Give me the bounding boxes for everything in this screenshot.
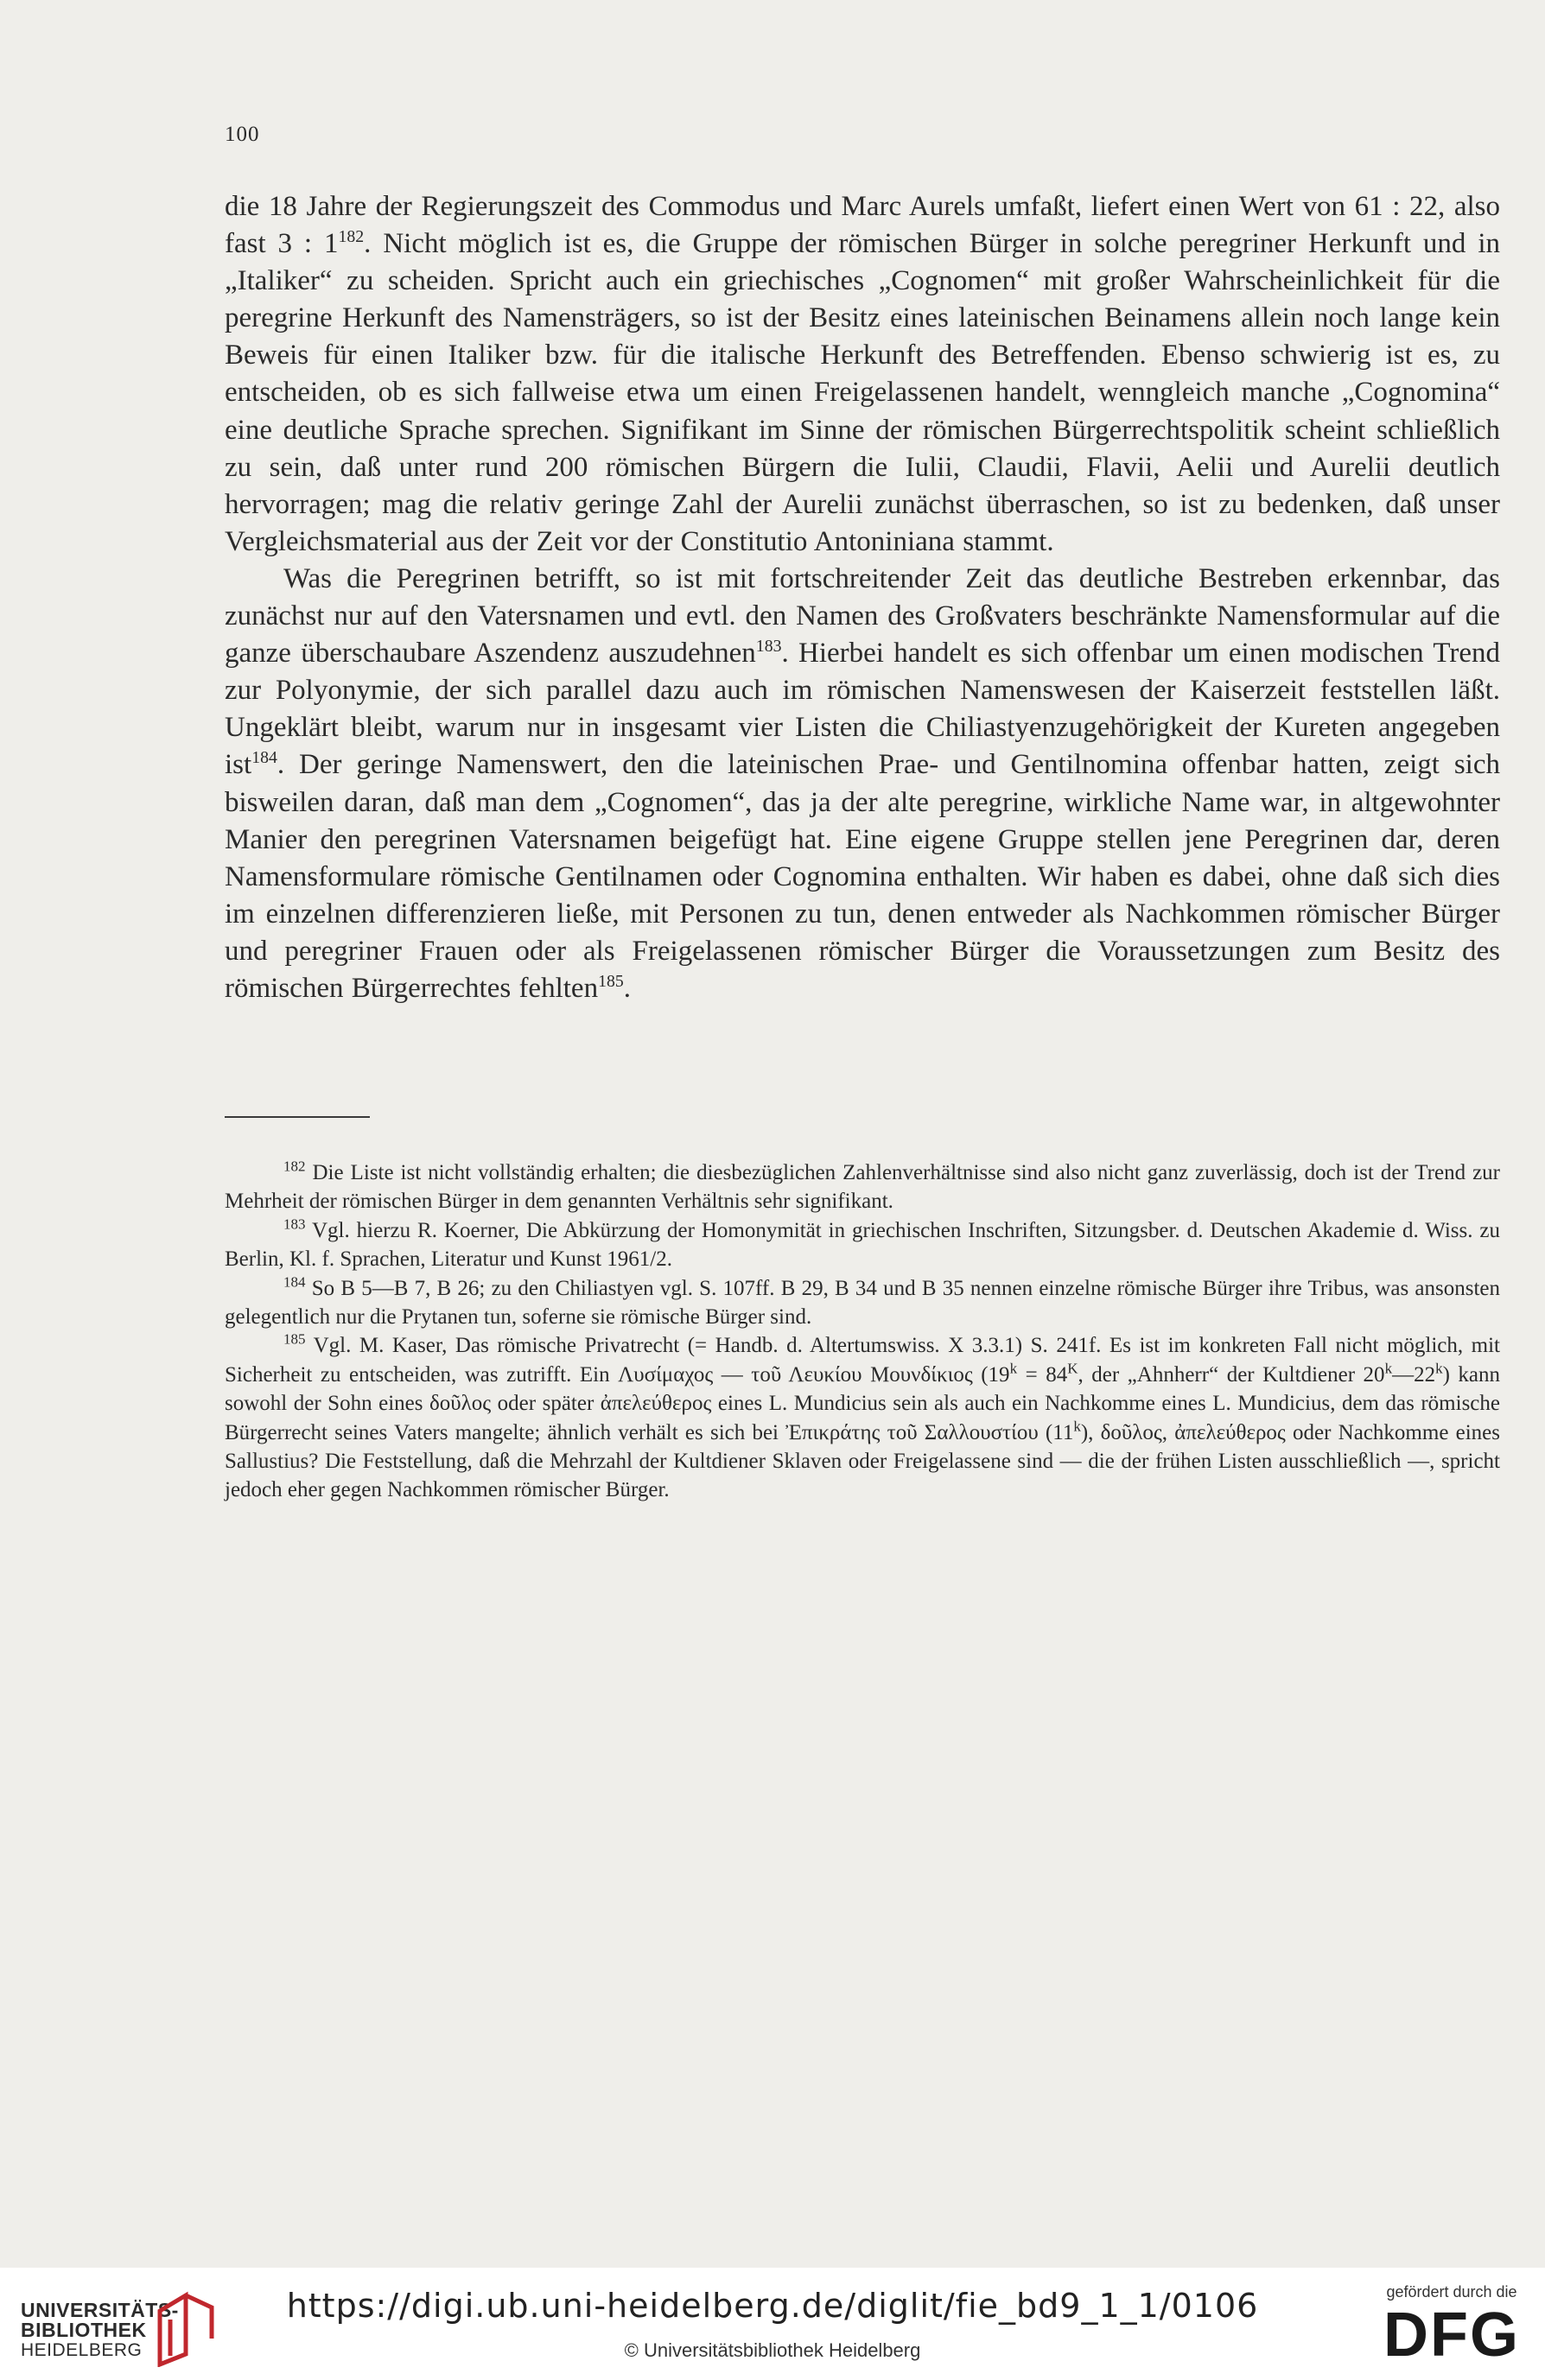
text-run: .	[623, 972, 631, 1004]
footnote-183	[225, 1216, 1500, 1274]
dfg-logo[interactable]: DFG	[1383, 2301, 1520, 2370]
footnote-185	[225, 1331, 1500, 1504]
logo-line: HEIDELBERG	[21, 2340, 143, 2360]
footnotes	[225, 1158, 1500, 1505]
text-run: So B 5—B 7, B 26; zu den Chiliastyen vgl. S. 107ff. B 29, B 34 und B 35 nennen einzelne römische Bürger ihre Tribus, was ansonsten gelegentlich nur die Prytanen tun, soferne sie römische Bürger sind.	[225, 1276, 1500, 1330]
text-run: . Der geringe Namenswert, den die lateinischen Prae- und Gentilnomina offenbar hatten, zeigt sich bisweilen daran, daß man dem „Cognomen“, das ja der alte peregrine, wirkliche Name war, in altgewohnter Manier den peregrinen Vatersnamen beigefügt hat. Eine eigene Gruppe stellen jene Peregrinen dar, deren Namensformulare römische Gentilnamen oder Cognomina enthalten. Wir haben es dabei, ohne daß sich dies im einzelnen differenzieren ließe, mit Personen zu tun, denen entweder als Nachkommen römischer Bürger und peregriner Frauen oder als Freigelassenen römischer Bürger die Voraussetzungen zum Besitz des römischen Bürgerrechtes fehlten	[225, 749, 1500, 1004]
note-reference: 185	[598, 971, 624, 991]
paragraph	[225, 561, 1500, 1007]
page-url-link[interactable]: https://digi.ub.uni-heidelberg.de/diglit/fie_bd9_1_1/0106	[286, 2287, 1259, 2325]
note-reference: 182	[283, 1158, 306, 1175]
note-reference: K	[1067, 1360, 1078, 1377]
copyright-text: © Universitätsbibliothek Heidelberg	[624, 2339, 921, 2361]
note-reference: k	[1009, 1360, 1018, 1377]
main-text	[225, 188, 1500, 1007]
text-run: Vgl. M. Kaser, Das römische Privatrecht (= Handb. d. Altertumswiss. X 3.3.1) S. 241f. Es ist im konkreten Fall nicht möglich, mit Sicherheit zu entscheiden, was zutrifft. Ein Λυσίμαχος — τοῦ Λευκίου Μουνδίκιος (19	[225, 1334, 1500, 1387]
funding-caption: gefördert durch die	[1386, 2283, 1517, 2301]
text-run: ) kann sowohl der Sohn eines δοῦλος oder später ἀπελεύθερος eines L. Mundicius sein als auch ein Nachkomme eines L. Mundicius, dem das römische Bürgerrecht seines Vaters mangelte; ähnlich verhält es sich bei Ἐπικράτης τοῦ Σαλλουστίου (11	[225, 1362, 1500, 1444]
text-run: = 84	[1017, 1362, 1068, 1387]
note-reference: k	[1073, 1418, 1081, 1435]
text-run: . Nicht möglich ist es, die Gruppe der römischen Bürger in solche peregriner Herkunft und in „Italiker“ zu scheiden. Spricht auch ein griechisches „Cognomen“ mit großer Wahrscheinlichkeit für die peregrine Herkunft des Namensträgers, so ist der Besitz eines lateinischen Beinamens allein noch lange kein Beweis für einen Italiker bzw. für die italische Herkunft des Betreffenden. Ebenso schwierig ist es, zu entscheiden, ob es sich fallweise etwa um einen Freigelassenen handelt, wenngleich manche „Cognomina“ eine deutliche Sprache sprechen. Signifikant im Sinne der römischen Bürgerrechtspolitik scheint schließlich zu sein, daß unter rund 200 römischen Bürgern die Iulii, Claudii, Flavii, Aelii und Aurelii deutlich hervorragen; mag die relativ geringe Zahl der Aurelii zunächst überraschen, so ist zu bedenken, daß unser Vergleichsmaterial aus der Zeit vor der Constitutio Antoniniana stammt.	[225, 228, 1500, 557]
paragraph	[225, 188, 1500, 561]
text-run: Was die Peregrinen betrifft, so ist mit fortschreitender Zeit das deutliche Bestreben erkennbar, das zunächst nur auf den Vatersnamen und evtl. den Namen des Großvaters beschränkte Namensformular auf die ganze überschaubare Aszendenz auszudehnen	[225, 562, 1500, 670]
note-reference: 184	[283, 1273, 306, 1291]
text-run: . Hierbei handelt es sich offenbar um einen modischen Trend zur Polyonymie, der sich parallel dazu auch im römischen Namenswesen der Kaiserzeit feststellen läßt. Ungeklärt bleibt, warum nur in insgesamt vier Listen die Chiliastyenzugehörigkeit der Kureten angegeben ist	[225, 638, 1500, 781]
footnote-separator	[225, 1116, 370, 1118]
text-run: Vgl. hierzu R. Koerner, Die Abkürzung der Homonymität in griechischen Inschriften, Sitzungsber. d. Deutschen Akademie d. Wiss. zu Berlin, Kl. f. Sprachen, Literatur und Kunst 1961/2.	[225, 1218, 1500, 1272]
text-run: Die Liste ist nicht vollständig erhalten; die diesbezüglichen Zahlenverhältnisse sind also nicht ganz zuverlässig, doch ist der Trend zur Mehrheit der römischen Bürger in dem genannten Verhältnis sehr signifikant.	[225, 1161, 1500, 1214]
text-run: die 18 Jahre der Regierungszeit des Commodus und Marc Aurels umfaßt, liefert einen Wert von 61 : 22, also fast 3 : 1	[225, 191, 1500, 260]
note-reference: k	[1384, 1360, 1393, 1377]
text-run: ), δοῦλος, ἀπελεύθερος oder Nachkomme eines Sallustius? Die Feststellung, daß die Mehrzahl der Kultdiener Sklaven oder Freigelassene sind — die der frühen Listen ausschließlich —, spricht jedoch eher gegen Nachkommen römischer Bürger.	[225, 1420, 1501, 1502]
note-reference: k	[1435, 1360, 1443, 1377]
page-number: 100	[225, 123, 260, 146]
footer-bar	[0, 2268, 1545, 2380]
note-reference: 183	[755, 637, 782, 657]
footnote-182	[225, 1158, 1500, 1216]
note-reference: 182	[338, 227, 365, 247]
footnote-184	[225, 1274, 1500, 1332]
note-reference: 183	[283, 1215, 306, 1233]
text-run: —22	[1392, 1362, 1436, 1387]
text-run: , der „Ahnherr“ der Kultdiener 20	[1078, 1362, 1385, 1387]
note-reference: 184	[251, 748, 277, 768]
logo-line: UNIVERSITÄTS-	[21, 2299, 179, 2321]
note-reference: 185	[283, 1331, 306, 1349]
logo-line: BIBLIOTHEK	[21, 2319, 147, 2341]
